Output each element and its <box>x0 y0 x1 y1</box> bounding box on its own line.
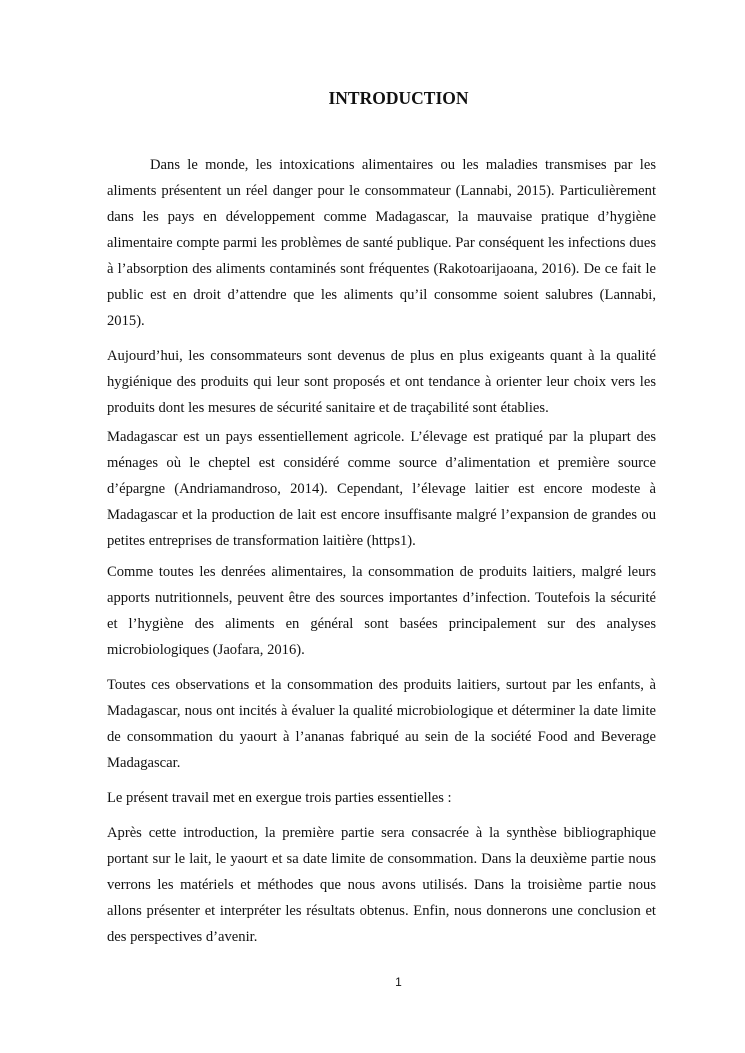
paragraph: Dans le monde, les intoxications alimentaires ou les maladies transmises par les aliments présentent un réel danger pour le consommateur (Lannabi, 2015). Particulièrement dans les pays en développement comme Madagascar, la mauvaise pratique d’hygiène alimentaire compte parmi les problèmes de santé publique. Par conséquent les infections dues à l’absorption des aliments contaminés sont fréquentes (Rakotoarijaoana, 2016). De ce fait le public est en droit d’attendre que les aliments qu’il consomme soient salubres (Lannabi, 2015). <box>107 157 656 329</box>
paragraph: Toutes ces observations et la consommation des produits laitiers, surtout par les enfants, à Madagascar, nous ont incités à évaluer la qualité microbiologique et déterminer la date limite de consommation du yaourt à l’ananas fabriqué au sein de la société Food and Beverage Madagascar. <box>107 677 656 771</box>
paragraph: Comme toutes les denrées alimentaires, la consommation de produits laitiers, malgré leurs apports nutritionnels, peuvent être des sources importantes d’infection. Toutefois la sécurité et l’hygiène des aliments en général sont basées principalement sur des analyses microbiologiques (Jaofara, 2016). <box>107 564 656 658</box>
page-title: INTRODUCTION <box>328 88 469 108</box>
paragraph: Le présent travail met en exergue trois parties essentielles : <box>107 790 452 806</box>
paragraph: Aujourd’hui, les consommateurs sont devenus de plus en plus exigeants quant à la qualité hygiénique des produits qui leur sont proposés et ont tendance à orienter leur choix vers les produits dont les mesures de sécurité sanitaire et de traçabilité sont établies. <box>107 348 656 416</box>
document-body <box>107 152 656 959</box>
paragraph: Après cette introduction, la première partie sera consacrée à la synthèse bibliographique portant sur le lait, le yaourt et sa date limite de consommation. Dans la deuxième partie nous verrons les matériels et méthodes que nous avons utilisés. Dans la troisième partie nous allons présenter et interpréter les résultats obtenus. Enfin, nous donnerons une conclusion et des perspectives d’avenir. <box>107 825 656 945</box>
paragraph: Madagascar est un pays essentiellement agricole. L’élevage est pratiqué par la plupart des ménages où le cheptel est considéré comme source d’alimentation et première source d’épargne (Andriamandroso, 2014). Cependant, l’élevage laitier est encore modeste à Madagascar et la production de lait est encore insuffisante malgré l’expansion de grandes ou petites entreprises de transformation laitière (https1). <box>107 429 656 549</box>
page-number: 1 <box>395 975 402 989</box>
